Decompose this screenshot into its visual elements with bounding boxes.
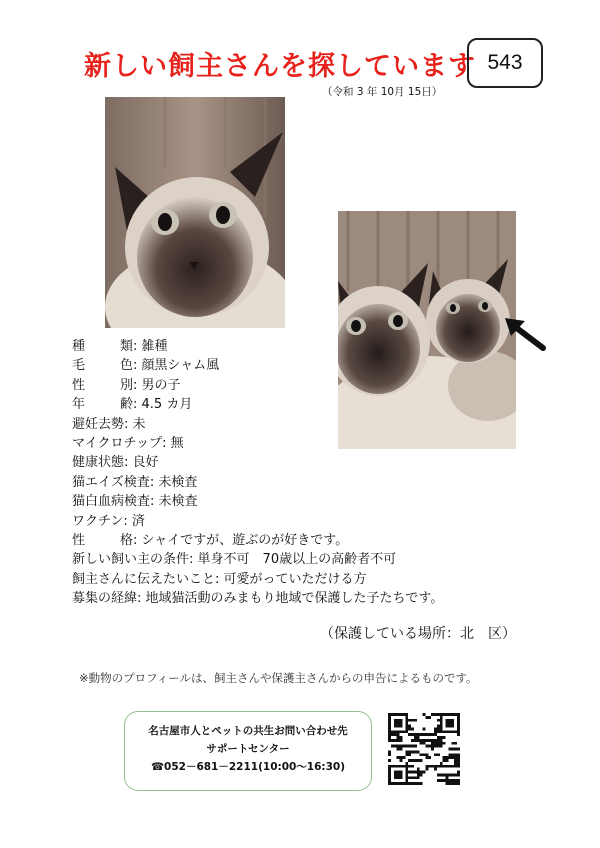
profile-row: 性格: シャイですが、遊ぶのが好きです。 <box>72 531 542 550</box>
profile-label: 避妊去勢 <box>72 416 125 432</box>
profile-value: 未検査 <box>158 494 198 510</box>
profile-value: 地域猫活動のみまもり地域で保護した子たちです。 <box>145 591 444 607</box>
profile-value: 良好 <box>132 455 159 471</box>
profile-label: 飼主さんに伝えたいこと <box>72 571 216 587</box>
profile-row: 性別: 男の子 <box>72 376 542 395</box>
profile-value: 雑種 <box>141 339 168 354</box>
posting-date: （令和 3 年 10月 15日） <box>322 86 443 98</box>
profile-row: 種類: 雑種 <box>72 337 542 356</box>
profile-row: 飼主さんに伝えたいこと: 可愛がっていただける方 <box>72 570 542 589</box>
profile-value: 未 <box>132 416 146 432</box>
profile-row: 健康状態: 良好 <box>72 453 542 472</box>
profile-value: 済 <box>131 513 145 529</box>
profile-label: 年齢 <box>72 397 133 413</box>
profile-label: 毛色 <box>72 358 133 374</box>
profile-label: 性格 <box>72 533 133 549</box>
animal-number-badge: 543 <box>467 38 543 88</box>
profile-value: 4.5 カ月 <box>141 397 193 413</box>
profile-label: 種類 <box>72 339 133 354</box>
profile-row: 年齢: 4.5 カ月 <box>72 395 542 414</box>
profile-value: 無 <box>170 436 184 452</box>
profile-value: 男の子 <box>141 377 181 393</box>
profile-label: マイクロチップ <box>72 436 163 452</box>
profile-row: 猫白血病検査: 未検査 <box>72 492 542 511</box>
profile-label: 猫エイズ検査 <box>72 474 150 490</box>
animal-profile <box>72 337 542 609</box>
contact-center: サポートセンター <box>206 743 290 755</box>
profile-label: 募集の経緯 <box>72 591 138 607</box>
kitten-photo-closeup <box>105 97 285 328</box>
profile-label: 猫白血病検査 <box>72 494 151 510</box>
shelter-location: （保護している場所：北 区） <box>320 626 516 642</box>
qr-code-icon[interactable] <box>388 713 460 785</box>
contact-phone: ☎052－681－2211(10:00～16:30) <box>150 761 346 773</box>
profile-label: 性別 <box>72 377 133 393</box>
contact-box <box>124 711 372 791</box>
profile-value: 可愛がっていただける方 <box>223 571 367 587</box>
profile-row: 毛色: 顔黒シャム風 <box>72 356 542 375</box>
profile-value: 単身不可 70歳以上の高齢者不可 <box>197 552 397 568</box>
profile-row: 避妊去勢: 未 <box>72 415 542 434</box>
profile-label: ワクチン <box>72 513 124 529</box>
profile-row: 猫エイズ検査: 未検査 <box>72 473 542 492</box>
profile-row: マイクロチップ: 無 <box>72 434 542 453</box>
profile-row: 新しい飼い主の条件: 単身不可 70歳以上の高齢者不可 <box>72 550 542 569</box>
profile-value: 顔黒シャム風 <box>141 358 220 374</box>
profile-label: 新しい飼い主の条件 <box>72 552 190 568</box>
profile-row: 募集の経緯: 地域猫活動のみまもり地域で保護した子たちです。 <box>72 589 542 608</box>
profile-label: 健康状態 <box>72 455 125 471</box>
contact-org: 名古屋市人とペットの共生お問い合わせ先 <box>148 725 348 737</box>
profile-value: シャイですが、遊ぶのが好きです。 <box>141 533 349 549</box>
profile-value: 未検査 <box>158 474 198 490</box>
profile-disclaimer: ※動物のプロフィールは、飼主さんや保護主さんからの申告によるものです。 <box>79 671 478 685</box>
page-title: 新しい飼主さんを探しています <box>84 51 476 82</box>
profile-row: ワクチン: 済 <box>72 512 542 531</box>
